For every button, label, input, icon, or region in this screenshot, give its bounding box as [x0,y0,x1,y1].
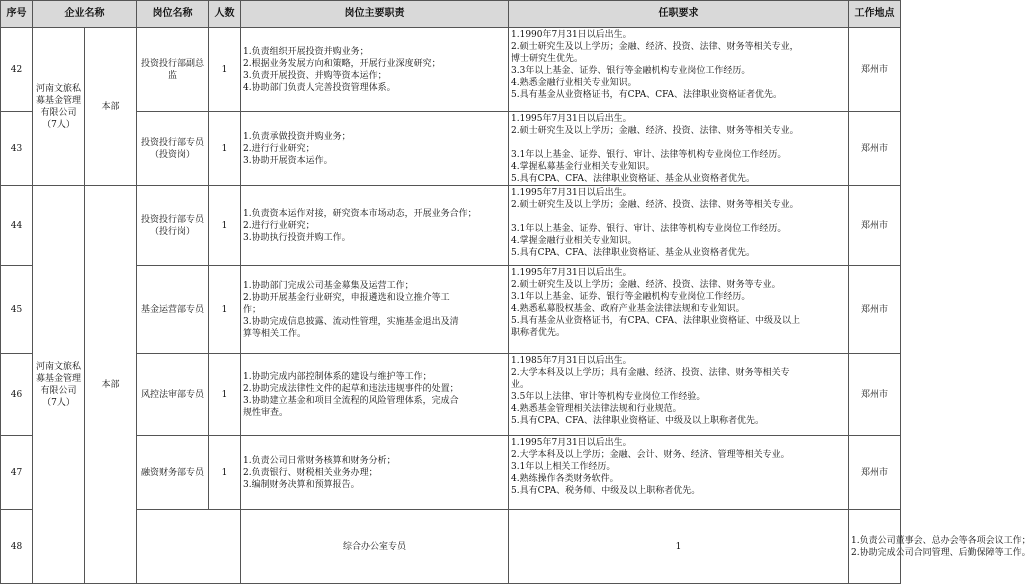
row-seq: 45 [1,266,33,354]
duty-line: 2.进行行业研究； [243,143,315,154]
requirement-line: 5.具有CPA、CFA、法律职业资格证、基金从业资格者优先。 [511,174,756,184]
requirement-line: 4.熟悉基金管理相关法律法规和行业规范。 [511,404,682,414]
requirement-line: 1.1985年7月31日以后出生。 [511,356,632,366]
header-position: 岗位名称 [137,1,209,28]
duty-line: 3.协助完成信息披露、流动性管理，实施基金退出及清 [243,316,459,327]
requirement-line [511,137,846,149]
requirement-line: 3.1年以上基金、证券、银行等金融机构专业岗位工作经历。 [511,292,751,302]
department-cell: 本部 [85,186,137,584]
requirement-line: 1.1995年7月31日以后出生。 [511,438,632,448]
count-cell: 1 [509,510,849,584]
requirement-line: 3.3年以上基金、证券、银行等金融机构专业岗位工作经历。 [511,66,751,76]
position-cell: 投资投行部专员（投资岗） [137,112,209,186]
duty-line: 2.协助完成法律性文件的起草和违法违规事件的处置； [243,383,459,394]
requirement-line: 2.硕士研究生及以上学历；金融、经济、投资、法律、财务等相关专业。 [511,126,799,136]
header-seq: 序号 [1,1,33,28]
requirement-line: 5.具有基金从业资格证书，有CPA、CFA、法律职业资格证者优先。 [511,90,783,100]
header-location: 工作地点 [849,1,901,28]
table-row [1,28,901,112]
requirement-line: 业。 [511,380,530,390]
requirement-line: 职称者优先。 [511,328,566,338]
header-requirements: 任职要求 [509,1,849,28]
requirement-line: 博士研究生优先。 [511,54,584,64]
requirement-line: 5.具有基金从业资格证书，有CPA、CFA、法律职业资格证、中级及以上 [511,316,801,326]
duty-line: 2.根据业务发展方向和策略，开展行业深度研究； [243,58,441,69]
requirement-line: 2.硕士研究生及以上学历；金融、经济、投资、法律、财务等相关专业， [511,42,799,52]
duties-cell [241,436,509,510]
requirement-line: 5.具有CPA、税务师、中级及以上职称者优先。 [511,486,701,496]
duties-cell [241,354,509,436]
count-cell: 1 [209,112,241,186]
duty-line: 1.负责资本运作对接，研究资本市场动态，开展业务合作； [243,208,477,219]
requirement-line: 2.硕士研究生及以上学历；金融、经济、投资、法律、财务等专业。 [511,280,781,290]
position-cell: 投资投行部专员（投行岗） [137,186,209,266]
requirement-line: 1.1995年7月31日以后出生。 [511,114,632,124]
requirement-line: 5.具有CPA、CFA、法律职业资格证、基金从业资格者优先。 [511,248,756,258]
duties-cell [241,28,509,112]
location-cell: 郑州市 [849,186,901,266]
requirement-line: 3.5年以上法律、审计等机构专业岗位工作经验。 [511,392,706,402]
duties-cell [849,510,1031,584]
location-cell: 郑州市 [849,354,901,436]
row-seq: 44 [1,186,33,266]
duty-line: 1.协助部门完成公司基金募集及运营工作； [243,280,414,291]
requirement-line: 1.1990年7月31日以后出生。 [511,30,632,40]
duty-line: 规性审查。 [243,407,289,418]
requirement-line: 2.大学本科及以上学历；具有金融、经济、投资、法律、财务等相关专 [511,368,790,378]
requirement-line: 4.掌握私募基金行业相关专业知识。 [511,162,655,172]
duty-line: 3.协助建立基金和项目全流程的风险管理体系，完成合 [243,395,459,406]
requirement-line: 1.1995年7月31日以后出生。 [511,188,632,198]
header-duties: 岗位主要职责 [241,1,509,28]
duties-cell [241,266,509,354]
duty-line: 1.负责公司董事会、总办会等各项会议工作； [851,535,1031,546]
requirement-line: 3.1年以上基金、证券、银行、审计、法律等机构专业岗位工作经历。 [511,224,787,234]
requirement-line: 5.具有CPA、CFA、法律职业资格证、中级及以上职称者优先。 [511,416,765,426]
requirement-line: 4.掌握金融行业相关专业知识。 [511,236,637,246]
requirements-cell [509,436,849,510]
requirement-line: 2.硕士研究生及以上学历；金融、经济、投资、法律、财务等相关专业。 [511,200,799,210]
company-continued-cell [137,510,241,584]
row-seq: 42 [1,28,33,112]
position-cell: 融资财务部专员 [137,436,209,510]
row-seq: 46 [1,354,33,436]
requirements-cell [509,28,849,112]
duty-line: 3.协助执行投资并购工作。 [243,232,351,243]
header-company: 企业名称 [33,1,137,28]
duty-line: 3.协助开展资本运作。 [243,155,333,166]
requirements-cell [509,186,849,266]
duties-cell [241,186,509,266]
row-seq: 47 [1,436,33,510]
position-cell: 综合办公室专员 [241,510,509,584]
requirement-line: 4.熟练操作各类财务软件。 [511,474,619,484]
row-seq: 48 [1,510,33,584]
location-cell: 郑州市 [849,436,901,510]
department-cell: 本部 [85,28,137,186]
count-cell: 1 [209,28,241,112]
duty-line: 2.进行行业研究； [243,220,315,231]
location-cell: 郑州市 [849,266,901,354]
duty-line: 1.负责公司日常财务核算和财务分析； [243,455,396,466]
count-cell: 1 [209,354,241,436]
company-name-cell: 河南文旅私募基金管理有限公司（7人） [33,186,85,584]
duty-line: 作； [243,304,262,315]
requirement-line: 3.1年以上基金、证券、银行、审计、法律等机构专业岗位工作经历。 [511,150,787,160]
location-cell: 郑州市 [849,28,901,112]
duty-line: 2.负责银行、财税相关业务办理； [243,467,378,478]
duty-line: 1.协助完成内部控制体系的建设与维护等工作； [243,371,432,382]
count-cell: 1 [209,266,241,354]
duty-line: 算等相关工作。 [243,328,307,339]
company-name-cell: 河南文旅私募基金管理有限公司（7人） [33,28,85,186]
duty-line: 2.协助完成公司合同管理、后勤保障等工作。 [851,547,1031,558]
duty-line: 4.协助部门负责人完善投资管理体系。 [243,82,396,93]
duty-line: 1.负责组织开展投资并购业务； [243,46,369,57]
location-cell: 郑州市 [849,112,901,186]
count-cell: 1 [209,186,241,266]
position-cell: 基金运营部专员 [137,266,209,354]
requirement-line: 1.1995年7月31日以后出生。 [511,268,632,278]
requirements-cell [509,354,849,436]
requirement-line: 4.熟悉私募股权基金、政府产业基金法律法规和专业知识。 [511,304,745,314]
requirement-line: 2.大学本科及以上学历；金融、会计、财务、经济、管理等相关专业。 [511,450,790,460]
requirement-line: 3.1年以上相关工作经历。 [511,462,616,472]
duty-line: 3.负责开展投资、并购等资本运作； [243,70,387,81]
duty-line: 1.负责承做投资并购业务； [243,131,351,142]
duty-line: 3.编制财务决算和预算报告。 [243,479,360,490]
duty-line: 2.协助开展基金行业研究，申报遴选和设立推介等工 [243,292,450,303]
requirement-line [511,211,846,223]
position-cell: 风控法审部专员 [137,354,209,436]
header-row [1,1,901,28]
requirement-line: 4.熟悉金融行业相关专业知识。 [511,78,637,88]
header-count: 人数 [209,1,241,28]
duties-cell [241,112,509,186]
count-cell: 1 [209,436,241,510]
row-seq: 43 [1,112,33,186]
table-row [1,186,901,266]
position-cell: 投资投行部副总监 [137,28,209,112]
requirements-cell [509,112,849,186]
requirements-cell [509,266,849,354]
